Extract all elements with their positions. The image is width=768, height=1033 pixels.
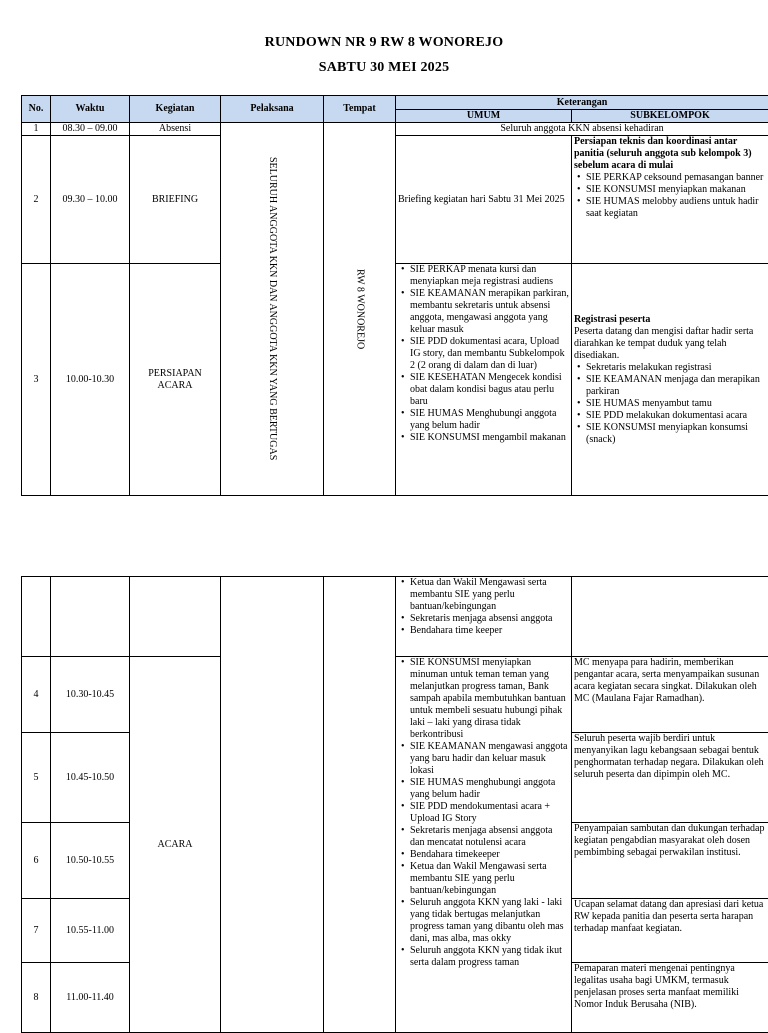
umum-list [398, 264, 569, 444]
header-kegiatan: Kegiatan [130, 96, 221, 123]
list-item: • Seluruh anggota KKN yang laki - laki yang tidak bertugas melanjutkan progress taman yang dibantu oleh mas dani, mas alba, mas okky [410, 897, 569, 945]
header-subkelompok: SUBKELOMPOK [572, 110, 768, 123]
list-item: • Bendahara timekeeper [410, 849, 569, 861]
row-subkelompok [572, 264, 768, 496]
header-waktu: Waktu [51, 96, 130, 123]
tempat-text: RW 8 WONOREJO [354, 269, 366, 349]
rundown-table-part-2 [21, 576, 768, 1033]
row-no: 7 [22, 899, 51, 963]
row-kegiatan: Absensi [130, 123, 221, 136]
row-subkelompok: Penyampaian sambutan dan dukungan terhadap kegiatan pengabdian masyarakat oleh dosen pembimbing sebagai perwakilan institusi. [572, 823, 768, 899]
list-item: • SIE KESEHATAN Mengecek kondisi obat dalam kondisi bagus atau perlu baru [410, 372, 569, 408]
table-row [22, 264, 768, 496]
document-title: RUNDOWN NR 9 RW 8 WONOREJO [0, 35, 768, 51]
list-item: • SIE PDD dokumentasi acara, Upload IG story, dan membantu Subkelompok 2 (2 orang di dalam dan di luar) [410, 336, 569, 372]
list-item: • SIE PDD melakukan dokumentasi acara [586, 410, 766, 422]
row-subkelompok [572, 136, 768, 264]
kegiatan-acara-cell: ACARA [130, 657, 221, 1033]
pelaksana-text: SELURUH ANGGOTA KKN DAN ANGGOTA KKN YANG BERTUGAS [266, 157, 278, 460]
list-item: • Ketua dan Wakil Mengawasi serta membantu SIE yang perlu bantuan/kebingungan [410, 577, 569, 613]
sub-list [574, 362, 766, 446]
row-umum: Briefing kegiatan hari Sabtu 31 Mei 2025 [396, 136, 572, 264]
list-item: • SIE KONSUMSI menyiapkan konsumsi (snack) [586, 422, 766, 446]
row-no: 3 [22, 264, 51, 496]
list-item: • SIE PERKAP menata kursi dan menyiapkan meja registrasi audiens [410, 264, 569, 288]
list-item: • SIE PERKAP ceksound pemasangan banner [586, 172, 766, 184]
header-keterangan: Keterangan [396, 96, 768, 110]
row-kegiatan: PERSIAPAN ACARA [130, 264, 221, 496]
table-row [22, 123, 768, 136]
list-item: • Sekretaris melakukan registrasi [586, 362, 766, 374]
sub-list [574, 172, 766, 220]
header-tempat: Tempat [324, 96, 396, 123]
list-item: • Bendahara time keeper [410, 625, 569, 637]
list-item: • SIE HUMAS menyambut tamu [586, 398, 766, 410]
list-item: • SIE KONSUMSI menyiapkan minuman untuk teman teman yang melanjutkan progress taman, Bank sampah apabila membutuhkan bantuan untuk membeli sesuatu hubungi pihak laki – laki yang dirasa tidak berkontribusi [410, 657, 569, 741]
row-waktu: 10.45-10.50 [51, 733, 130, 823]
umum-list [398, 577, 569, 637]
list-item: • SIE PDD mendokumentasi acara + Upload IG Story [410, 801, 569, 825]
list-item: • Ketua dan Wakil Mengawasi serta membantu SIE yang perlu bantuan/kebingungan [410, 861, 569, 897]
row-umum: Seluruh anggota KKN absensi kehadiran [396, 123, 768, 136]
list-item: • SIE KONSUMSI menyiapkan makanan [586, 184, 766, 196]
list-item: • SIE HUMAS menghubungi anggota yang belum hadir [410, 777, 569, 801]
list-item: • SIE KEAMANAN merapikan parkiran, membantu sekretaris untuk absensi anggota, mengawasi anggota yang keluar masuk [410, 288, 569, 336]
row-no: 1 [22, 123, 51, 136]
list-item: • Sekretaris menjaga absensi anggota [410, 613, 569, 625]
row-umum [396, 264, 572, 496]
tempat-cell-cont [324, 577, 396, 1033]
document-date: SABTU 30 MEI 2025 [0, 60, 768, 76]
table-row [22, 136, 768, 264]
row-subkelompok: MC menyapa para hadirin, memberikan pengantar acara, serta menyampaikan susunan acara kegiatan secara singkat. Dilakukan oleh MC (Maulana Fajar Ramadhan). [572, 657, 768, 733]
umum-list [398, 657, 569, 969]
tempat-merged-cell [324, 123, 396, 496]
row-waktu: 09.30 – 10.00 [51, 136, 130, 264]
list-item: • SIE HUMAS Menghubungi anggota yang belum hadir [410, 408, 569, 432]
list-item: • Sekretaris menjaga absensi anggota dan mencatat notulensi acara [410, 825, 569, 849]
sub-title: Registrasi peserta [574, 314, 766, 326]
row-subkelompok: Seluruh peserta wajib berdiri untuk menyanyikan lagu kebangsaan sebagai bentuk penghormatan terhadap negara. Dilakukan oleh seluruh peserta dan dipimpin oleh MC. [572, 733, 768, 823]
row-waktu: 10.55-11.00 [51, 899, 130, 963]
header-no: No. [22, 96, 51, 123]
row-no: 5 [22, 733, 51, 823]
pelaksana-cell-cont [221, 577, 324, 1033]
row-subkelompok: Pemaparan materi mengenai pentingnya legalitas usaha bagi UMKM, termasuk penjelasan proses serta manfaat memiliki Nomor Induk Berusaha (NIB). [572, 963, 768, 1033]
row-waktu: 10.50-10.55 [51, 823, 130, 899]
list-item: • SIE HUMAS melobby audiens untuk hadir saat kegiatan [586, 196, 766, 220]
list-item: • SIE KEAMANAN menjaga dan merapikan parkiran [586, 374, 766, 398]
sub-title: Persiapan teknis dan koordinasi antar panitia (seluruh anggota sub kelompok 3) sebelum acara di mulai [574, 136, 766, 172]
row-waktu: 10.30-10.45 [51, 657, 130, 733]
row-no: 2 [22, 136, 51, 264]
pelaksana-merged-cell [221, 123, 324, 496]
rundown-table-part-1 [21, 95, 768, 496]
list-item: • SIE KEAMANAN mengawasi anggota yang baru hadir dan keluar masuk lokasi [410, 741, 569, 777]
list-item: • Seluruh anggota KKN yang tidak ikut serta dalam progress taman [410, 945, 569, 969]
row-waktu: 08.30 – 09.00 [51, 123, 130, 136]
row-no: 6 [22, 823, 51, 899]
list-item: • SIE KONSUMSI mengambil makanan [410, 432, 569, 444]
row-umum [396, 577, 572, 657]
acara-umum-cell [396, 657, 572, 1033]
row-waktu: 11.00-11.40 [51, 963, 130, 1033]
row-subkelompok: Ucapan selamat datang dan apresiasi dari ketua RW kepada panitia dan peserta serta harapan terhadap manfaat kegiatan. [572, 899, 768, 963]
row-waktu: 10.00-10.30 [51, 264, 130, 496]
table-row [22, 577, 768, 657]
row-no: 4 [22, 657, 51, 733]
row-kegiatan: BRIEFING [130, 136, 221, 264]
header-umum: UMUM [396, 110, 572, 123]
sub-text: Peserta datang dan mengisi daftar hadir serta diarahkan ke tempat duduk yang telah disediakan. [574, 326, 766, 362]
header-pelaksana: Pelaksana [221, 96, 324, 123]
table-row [22, 657, 768, 733]
row-no: 8 [22, 963, 51, 1033]
